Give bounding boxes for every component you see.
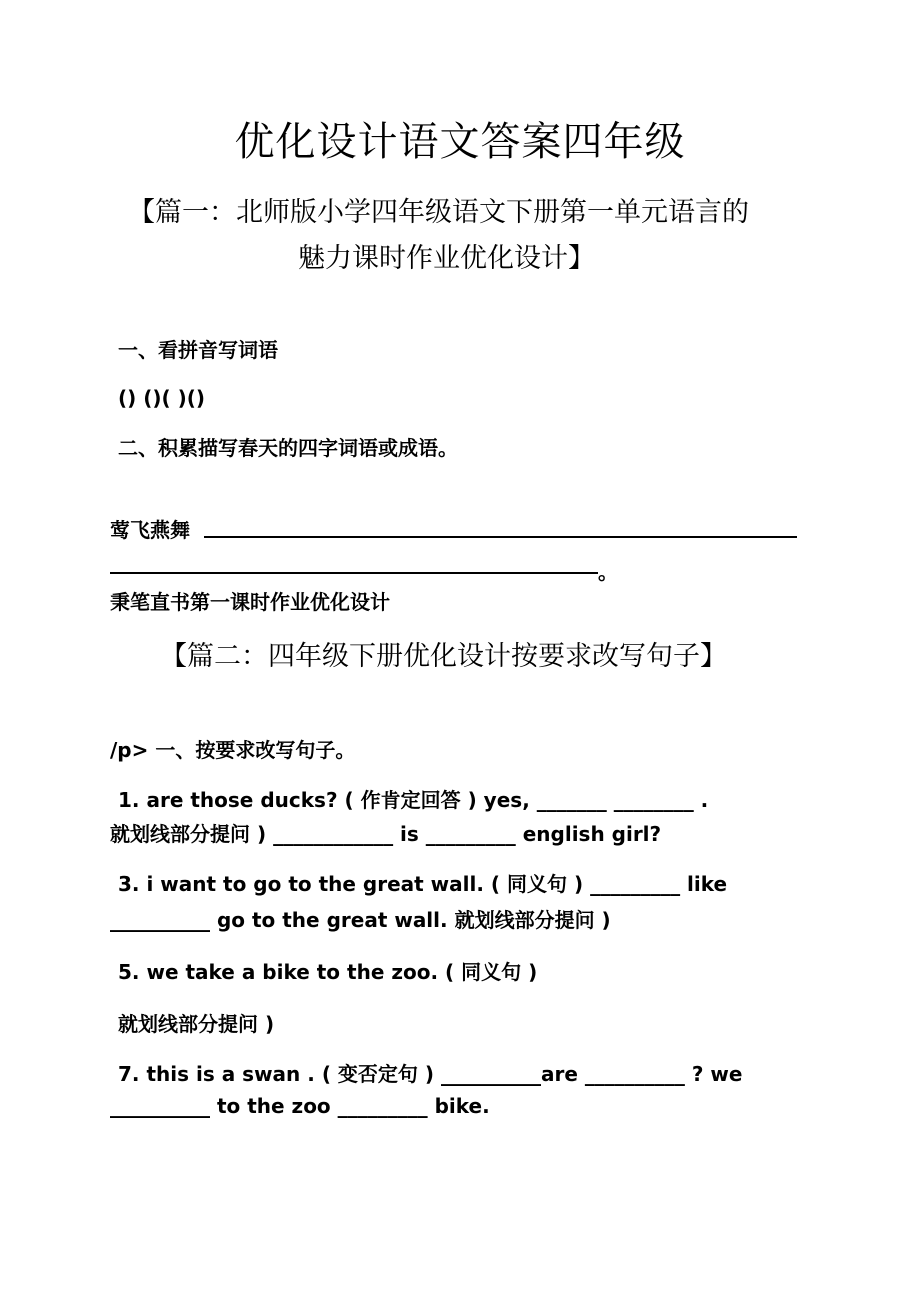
part-one-label: /p> 一、按要求改写句子。 — [110, 738, 356, 762]
question-7: 7. this is a swan . ( 变否定句 ) __________are __________ ? we — [118, 1062, 743, 1086]
heading-two: 【篇二：四年级下册优化设计按要求改写句子】 — [160, 641, 727, 672]
question-6: 就划线部分提问 ) — [118, 1012, 275, 1036]
answer-line-2 — [110, 572, 598, 574]
question-4: __________ go to the great wall. 就划线部分提问 ) — [110, 908, 611, 932]
question-3: 3. i want to go to the great wall. ( 同义句 ) _________ like — [118, 872, 728, 896]
idiom-example: 莺飞燕舞 — [110, 518, 190, 542]
question-2: 就划线部分提问 ) ____________ is _________ english girl? — [110, 822, 662, 846]
answer-line-1 — [204, 536, 797, 538]
subtitle: 秉笔直书第一课时作业优化设计 — [110, 590, 390, 614]
heading-one-line-2: 魅力课时作业优化设计】 — [298, 243, 595, 274]
question-1: 1. are those ducks? ( 作肯定回答 ) yes, _______ ________ . — [118, 788, 709, 812]
document-title: 优化设计语文答案四年级 — [234, 119, 686, 165]
task-one-label: 一、看拼音写词语 — [118, 338, 278, 362]
sentence-period: 。 — [598, 560, 618, 584]
pinyin-brackets: () ()( )() — [118, 386, 206, 410]
question-8: __________ to the zoo _________ bike. — [110, 1094, 490, 1118]
task-two-label: 二、积累描写春天的四字词语或成语。 — [118, 436, 458, 460]
heading-one-line-1: 【篇一：北师版小学四年级语文下册第一单元语言的 — [128, 197, 749, 228]
question-5: 5. we take a bike to the zoo. ( 同义句 ) — [118, 960, 538, 984]
